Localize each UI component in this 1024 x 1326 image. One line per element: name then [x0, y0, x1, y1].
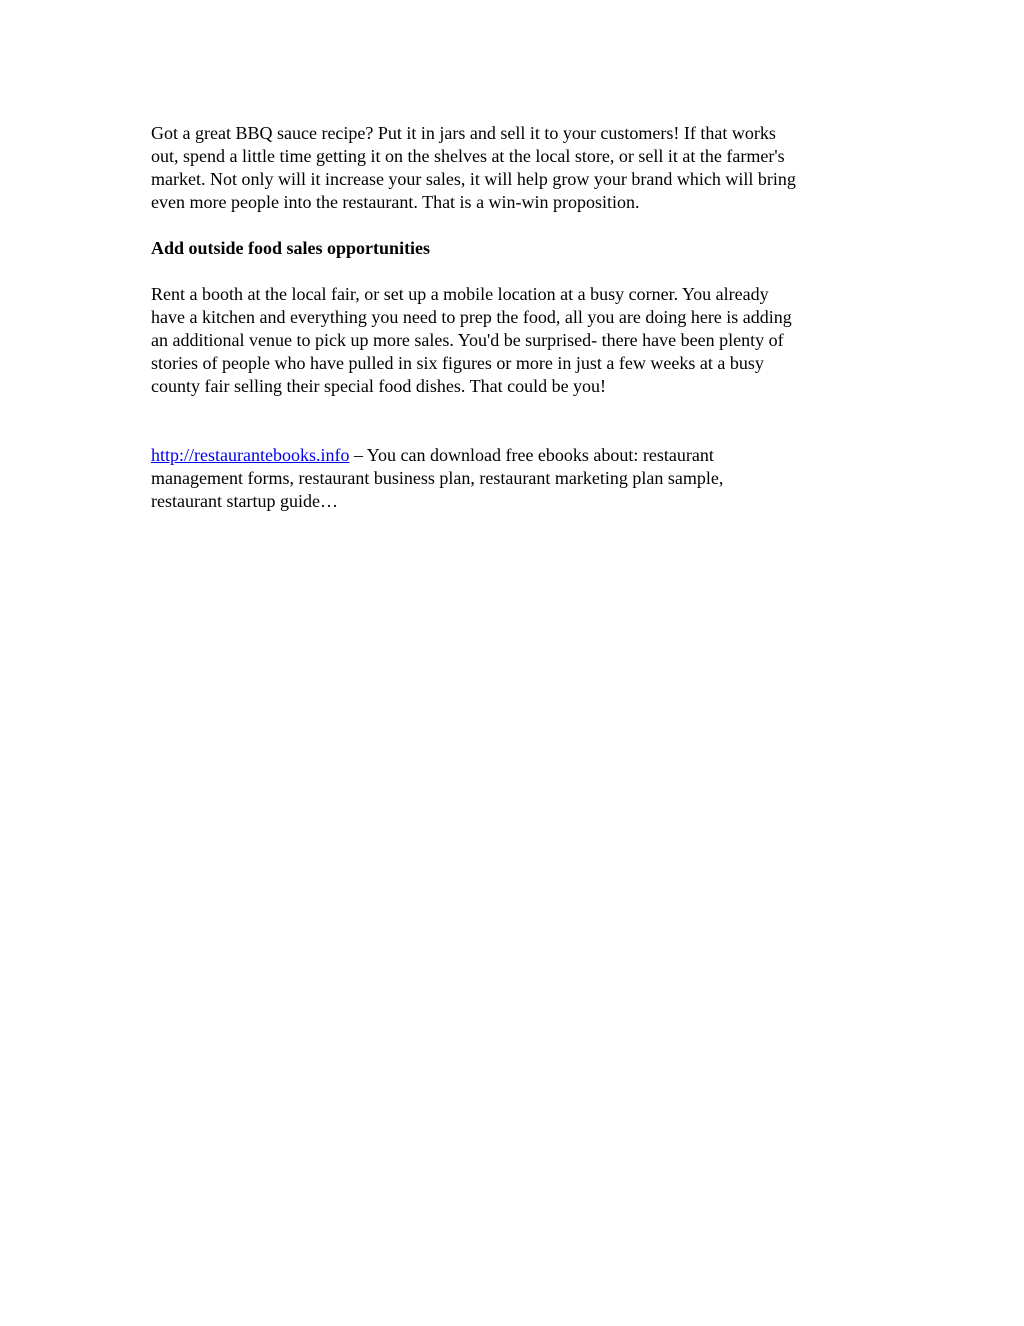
text-line: out, spend a little time getting it on the shelves at the local store, or sell it at the farmer's [151, 146, 785, 166]
text-line: stories of people who have pulled in six figures or more in just a few weeks at a busy [151, 353, 764, 373]
section-heading: Add outside food sales opportunities [151, 238, 431, 258]
text-line: management forms, restaurant business plan, restaurant marketing plan sample, [151, 468, 724, 488]
restaurantebooks-link[interactable]: http://restaurantebooks.info [151, 445, 350, 465]
text-line: even more people into the restaurant. That is a win-win proposition. [151, 192, 640, 212]
text-line: Got a great BBQ sauce recipe? Put it in jars and sell it to your customers! If that works [151, 123, 776, 143]
text-line: Rent a booth at the local fair, or set up a mobile location at a busy corner. You already [151, 284, 769, 304]
text-line: restaurant startup guide… [151, 491, 338, 511]
paragraph-booth [151, 283, 881, 398]
footer-line-rest: – You can download free ebooks about: restaurant [349, 445, 714, 465]
paragraph-footer [151, 444, 881, 513]
text-line: an additional venue to pick up more sales. You'd be surprised- there have been plenty of [151, 330, 784, 350]
document-body [151, 122, 881, 536]
blank-line [151, 421, 881, 444]
text-line: county fair selling their special food dishes. That could be you! [151, 376, 607, 396]
paragraph-bbq-sauce [151, 122, 881, 214]
text-line: have a kitchen and everything you need to prep the food, all you are doing here is adding [151, 307, 792, 327]
text-line: market. Not only will it increase your sales, it will help grow your brand which will bring [151, 169, 796, 189]
text-line [151, 444, 881, 467]
